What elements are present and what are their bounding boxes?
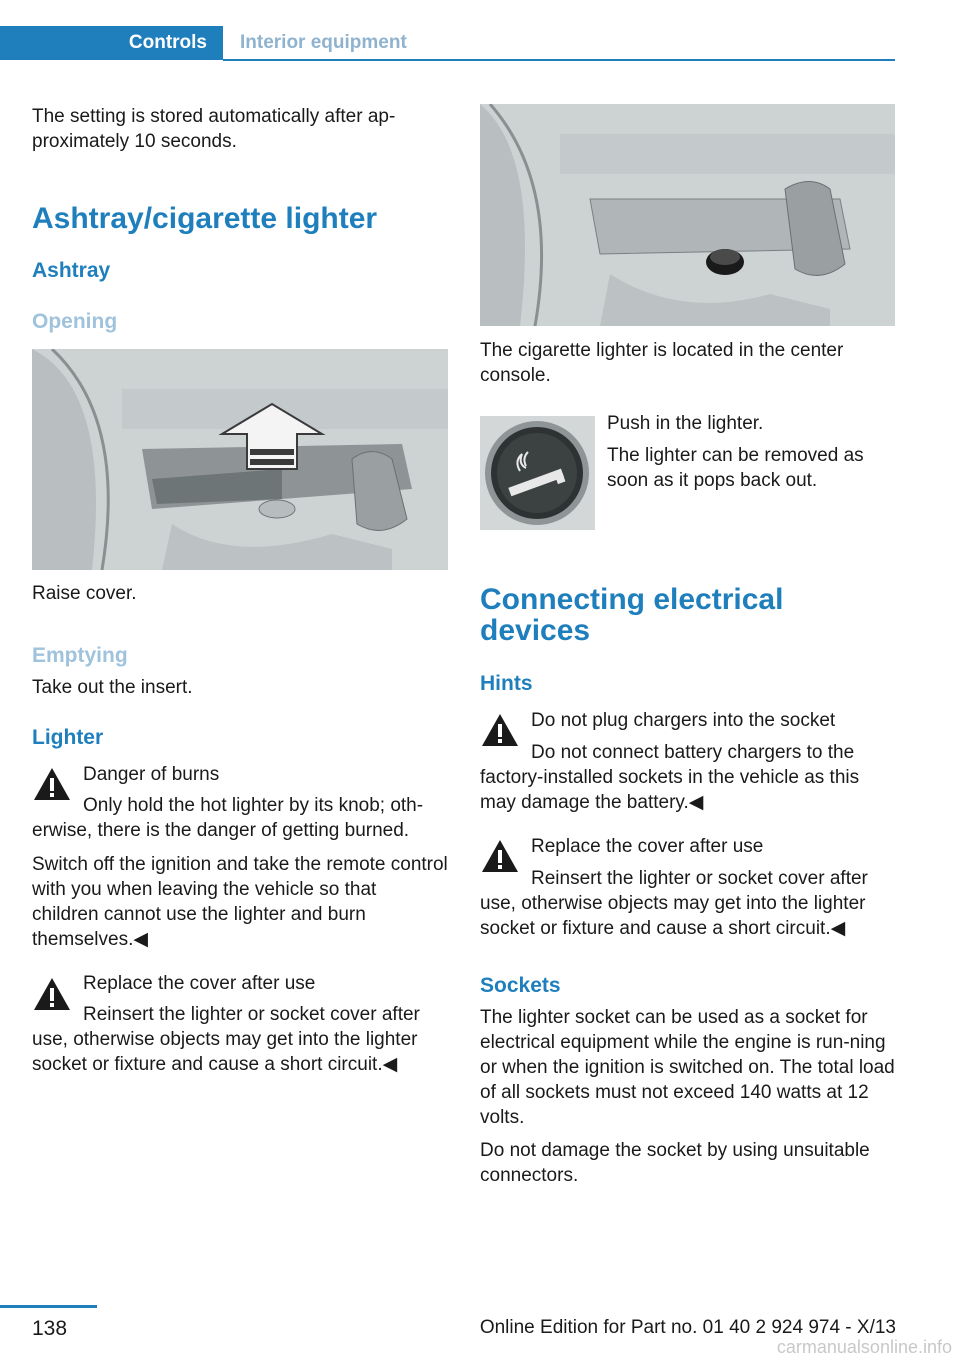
- lighter-removed-text: The lighter can be removed as soon as it pops back out.: [607, 445, 864, 491]
- push-in-text: Push in the lighter.: [607, 413, 764, 434]
- page-number: 138: [32, 1317, 68, 1340]
- ashtray-subheading: Ashtray: [32, 259, 111, 282]
- warning-cover-text: Reinsert the lighter or socket cover after use, otherwise objects may get into the lighter socket or fixture and cause a short circuit.◀: [32, 1004, 420, 1075]
- sockets-text2: Do not damage the socket by using unsuitable connectors.: [480, 1140, 870, 1186]
- opening-heading: Opening: [32, 310, 118, 333]
- lighter-location-text: The cigarette lighter is located in the center console.: [480, 340, 844, 386]
- ashtray-illustration: [32, 349, 448, 570]
- lighter-button-illustration: [480, 416, 595, 530]
- intro-text: The setting is stored automatically after ap‐proximately 10 seconds.: [32, 106, 396, 152]
- sockets-heading: Sockets: [480, 974, 561, 997]
- warning-cover-title-right: Replace the cover after use: [531, 836, 764, 857]
- footer-rule: [0, 1305, 97, 1308]
- ashtray-drawing: [32, 349, 448, 570]
- warning-cover-text-right: Reinsert the lighter or socket cover after use, otherwise objects may get into the lighter socket or fixture and cause a short circuit.◀: [480, 868, 868, 939]
- warning-burns-title: Danger of burns: [83, 764, 220, 785]
- ashtray-lighter-heading: Ashtray/cigarette lighter: [32, 202, 378, 235]
- watermark: carmanualsonline.info: [776, 1337, 952, 1357]
- lighter-location-illustration: [480, 104, 895, 326]
- header-rule: [223, 59, 895, 61]
- raise-cover-text: Raise cover.: [32, 583, 137, 604]
- page-header: [0, 0, 895, 62]
- hints-heading: Hints: [480, 672, 533, 695]
- sockets-text: The lighter socket can be used as a socket for electrical equipment while the engine is run‐ning or when the ignition is switched on. The total load of all sockets must not exceed 140 watts at 12 volts.: [480, 1007, 895, 1128]
- lighter-heading: Lighter: [32, 726, 104, 749]
- warning-chargers-title: Do not plug chargers into the socket: [531, 710, 836, 731]
- section-tab-controls: Controls: [0, 26, 223, 60]
- warning-burns-text: Only hold the hot lighter by its knob; oth‐erwise, there is the danger of getting burned.: [32, 795, 424, 841]
- warning-chargers-text: Do not connect battery chargers to the factory-installed sockets in the vehicle as this may damage the battery.◀: [480, 742, 860, 813]
- section-tab-interior-equipment: Interior equipment: [240, 32, 407, 53]
- warning-cover-title: Replace the cover after use: [83, 973, 316, 994]
- lighter-location-drawing: [480, 104, 895, 326]
- connecting-devices-heading: Connecting electrical devices: [480, 583, 784, 647]
- emptying-text: Take out the insert.: [32, 677, 193, 698]
- cigarette-lighter-icon: [480, 416, 595, 530]
- warning-burns-text2: Switch off the ignition and take the remote control with you when leaving the vehicle so that children cannot use the lighter and burn themselves.◀: [32, 854, 448, 950]
- emptying-heading: Emptying: [32, 644, 128, 667]
- edition-text: Online Edition for Part no. 01 40 2 924 974 - X/13: [479, 1317, 896, 1338]
